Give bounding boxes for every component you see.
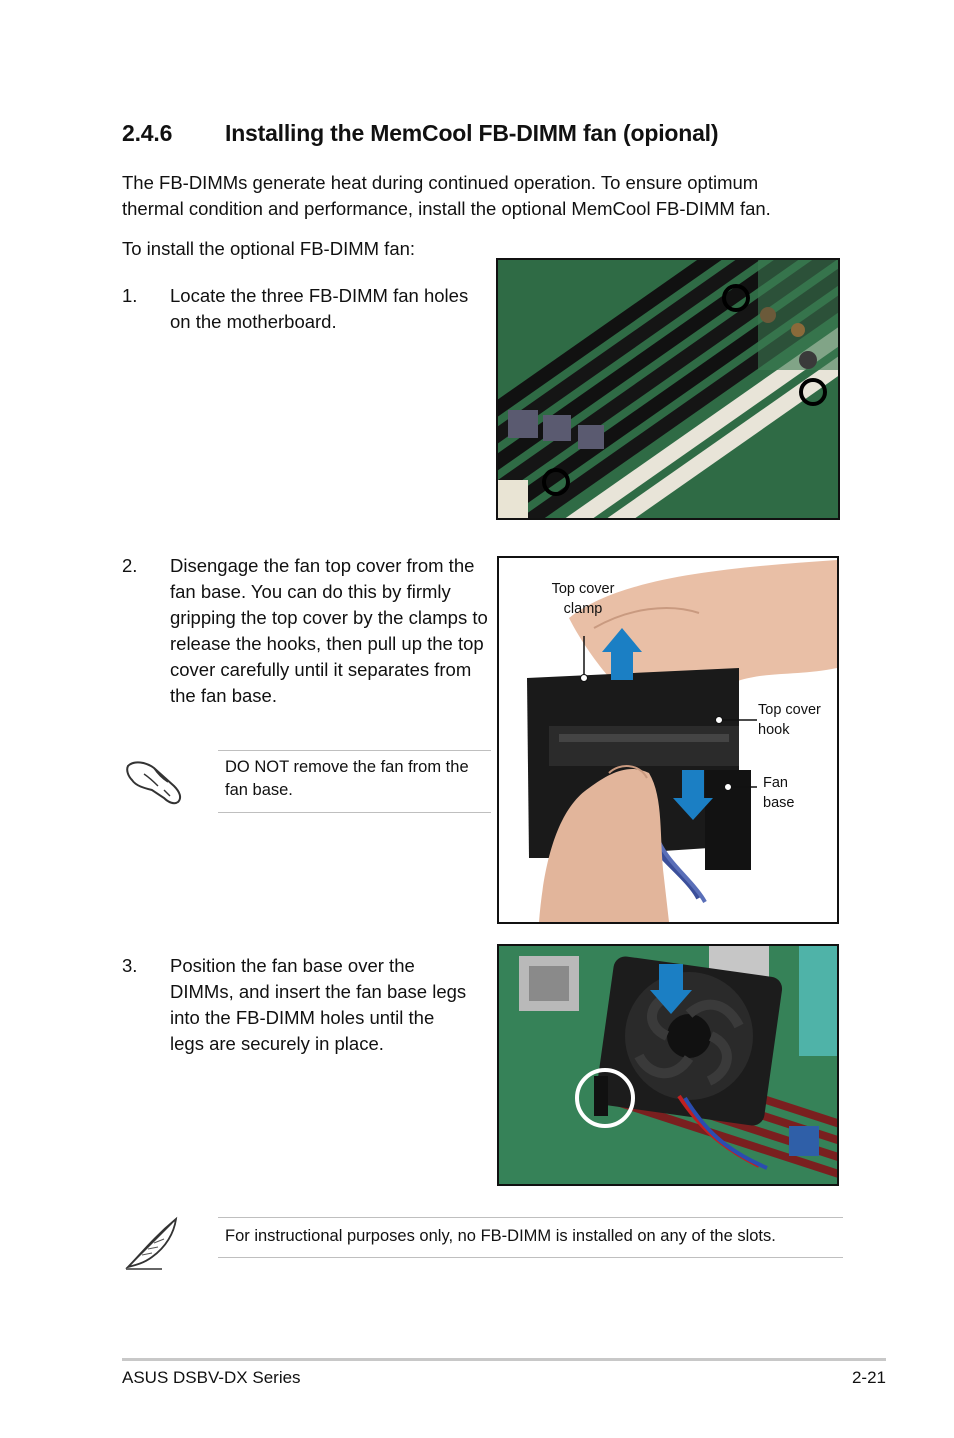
feather-pen-icon [122, 1215, 180, 1271]
caution-text: DO NOT remove the fan from the fan base. [225, 758, 469, 799]
footer-product-name: ASUS DSBV-DX Series [122, 1368, 301, 1387]
step-3-number: 3. [122, 955, 138, 976]
step-1 [122, 283, 492, 343]
note-text: For instructional purposes only, no FB-DIMM is installed on any of the slots. [225, 1227, 776, 1245]
figure-top-cover-removal [497, 556, 839, 924]
step-2 [122, 553, 494, 713]
step-1-number: 1. [122, 285, 138, 306]
label-top-cover-hook: Top cover hook [758, 702, 821, 738]
hand-warning-icon [124, 752, 186, 806]
section-heading [122, 120, 718, 147]
section-title: Installing the MemCool FB-DIMM fan (opional) [225, 120, 719, 146]
fan-install-photo [499, 946, 837, 1184]
caution-box [218, 750, 491, 813]
note-box [218, 1217, 843, 1258]
footer-page-number: 2-21 [851, 1368, 886, 1387]
footer-rule [122, 1358, 886, 1361]
section-number: 2.4.6 [122, 120, 173, 146]
label-fan-base: Fan base [763, 775, 795, 811]
lead-in-text: To install the optional FB-DIMM fan: [122, 238, 416, 259]
step-3-text: Position the fan base over the DIMMs, and insert the fan base legs into the FB-DIMM holes until the legs are securely in place. [170, 955, 467, 1054]
step-3 [122, 953, 494, 1063]
step-1-text: Locate the three FB-DIMM fan holes on the motherboard. [170, 285, 469, 332]
step-2-text: Disengage the fan top cover from the fan base. You can do this by firmly gripping the top cover by the clamps to release the hooks, then pull up the top cover carefully until it separates from the fan base. [170, 555, 488, 706]
intro-paragraph: The FB-DIMMs generate heat during continued operation. To ensure optimum thermal condition and performance, install the optional MemCool FB-DIMM fan. [122, 172, 771, 219]
figure-fan-base-install [497, 944, 839, 1186]
label-top-cover-clamp: Top cover clamp [551, 581, 615, 617]
figure-motherboard-fan-holes [496, 258, 840, 520]
step-2-number: 2. [122, 555, 138, 576]
motherboard-photo [498, 260, 838, 518]
